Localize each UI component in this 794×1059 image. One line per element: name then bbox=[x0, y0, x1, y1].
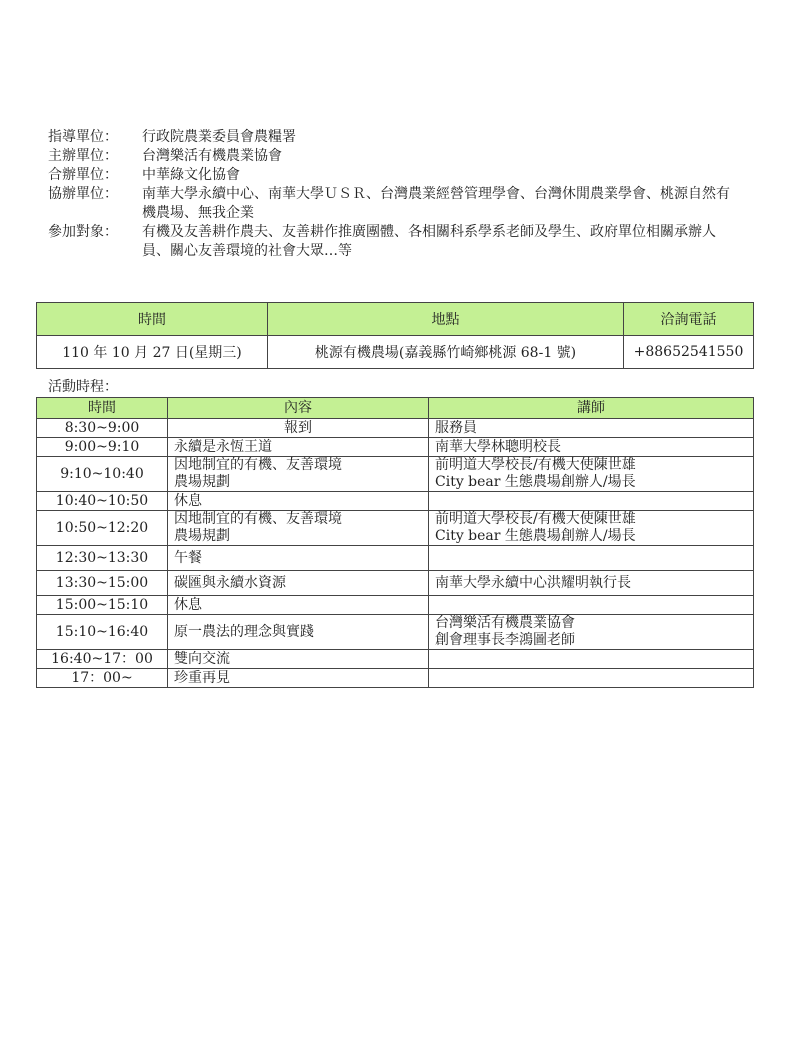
schedule-speaker bbox=[429, 669, 754, 688]
venue-row bbox=[37, 336, 754, 369]
venue-header-row bbox=[37, 303, 754, 336]
schedule-table bbox=[36, 397, 754, 688]
schedule-row bbox=[37, 492, 754, 511]
schedule-content bbox=[168, 546, 429, 571]
schedule-speaker bbox=[429, 438, 754, 457]
schedule-time: 17：00~ bbox=[37, 669, 168, 688]
schedule-content bbox=[168, 669, 429, 688]
schedule-content-line: 因地制宜的有機、友善環境 bbox=[174, 511, 342, 527]
schedule-speaker bbox=[429, 419, 754, 438]
info-value: 行政院農業委員會農糧署 bbox=[142, 129, 296, 145]
schedule-title: 活動時程： bbox=[48, 379, 118, 395]
info-label: 主辦單位： bbox=[48, 148, 118, 164]
venue-header-time: 時間 bbox=[37, 303, 268, 336]
schedule-row bbox=[37, 546, 754, 571]
schedule-speaker bbox=[429, 511, 754, 546]
schedule-content bbox=[168, 438, 429, 457]
info-value: 台灣樂活有機農業協會 bbox=[142, 148, 282, 164]
schedule-time: 15:10~16:40 bbox=[37, 615, 168, 650]
schedule-speaker bbox=[429, 546, 754, 571]
schedule-content bbox=[168, 457, 429, 492]
venue-header-location: 地點 bbox=[268, 303, 624, 336]
organizer-info bbox=[48, 128, 742, 261]
venue-header-phone: 洽詢電話 bbox=[624, 303, 754, 336]
schedule-speaker bbox=[429, 615, 754, 650]
schedule-header-row bbox=[37, 398, 754, 419]
schedule-speaker-line: 服務員 bbox=[435, 419, 477, 436]
info-label: 指導單位： bbox=[48, 129, 118, 145]
info-label: 協辦單位： bbox=[48, 186, 118, 202]
schedule-time: 15:00~15:10 bbox=[37, 596, 168, 615]
schedule-content-line: 原一農法的理念與實踐 bbox=[174, 623, 314, 640]
schedule-content-line: 雙向交流 bbox=[174, 650, 230, 667]
schedule-speaker-line: 前明道大學校長/有機大使陳世雄 bbox=[435, 457, 636, 473]
info-value: 南華大學永續中心、南華大學ＵＳＲ、台灣農業經營管理學會、台灣休閒農業學會、桃源自然有機農場、無我企業 bbox=[142, 186, 730, 221]
schedule-content-line: 農場規劃 bbox=[174, 528, 230, 544]
schedule-content-line: 農場規劃 bbox=[174, 474, 230, 490]
schedule-row bbox=[37, 571, 754, 596]
info-row bbox=[48, 128, 742, 147]
schedule-speaker bbox=[429, 457, 754, 492]
schedule-content-line: 午餐 bbox=[174, 549, 202, 566]
schedule-header-time: 時間 bbox=[37, 398, 168, 419]
venue-date: 110 年 10 月 27 日(星期三) bbox=[37, 336, 268, 369]
info-value: 中華綠文化協會 bbox=[142, 167, 240, 183]
schedule-content bbox=[168, 615, 429, 650]
schedule-speaker bbox=[429, 571, 754, 596]
schedule-content bbox=[168, 596, 429, 615]
schedule-header-content: 內容 bbox=[168, 398, 429, 419]
schedule-time: 8:30~9:00 bbox=[37, 419, 168, 438]
schedule-row bbox=[37, 650, 754, 669]
schedule-row bbox=[37, 615, 754, 650]
schedule-speaker-line: 台灣樂活有機農業協會 bbox=[435, 615, 575, 631]
schedule-content-line: 永續是永恆王道 bbox=[174, 438, 272, 455]
schedule-header-speaker: 講師 bbox=[429, 398, 754, 419]
schedule-speaker-line: 南華大學永續中心洪耀明執行長 bbox=[435, 574, 631, 591]
schedule-content-line: 報到 bbox=[284, 419, 312, 436]
schedule-content bbox=[168, 650, 429, 669]
info-row bbox=[48, 147, 742, 166]
schedule-body bbox=[37, 419, 754, 688]
info-value: 有機及友善耕作農夫、友善耕作推廣團體、各相關科系學系老師及學生、政府單位相關承辦人員、關心友善環境的社會大眾…等 bbox=[142, 224, 716, 259]
schedule-speaker bbox=[429, 596, 754, 615]
venue-table bbox=[36, 302, 754, 369]
schedule-speaker-line: 前明道大學校長/有機大使陳世雄 bbox=[435, 511, 636, 527]
schedule-time: 9:10~10:40 bbox=[37, 457, 168, 492]
schedule-row bbox=[37, 419, 754, 438]
schedule-content bbox=[168, 419, 429, 438]
schedule-speaker-line: 創會理事長李鴻圖老師 bbox=[435, 632, 575, 648]
schedule-time: 16:40~17：00 bbox=[37, 650, 168, 669]
schedule-content-line: 珍重再見 bbox=[174, 669, 230, 686]
schedule-speaker bbox=[429, 650, 754, 669]
schedule-row bbox=[37, 669, 754, 688]
venue-location: 桃源有機農場(嘉義縣竹崎鄉桃源 68-1 號) bbox=[268, 336, 624, 369]
schedule-content bbox=[168, 492, 429, 511]
schedule-content bbox=[168, 571, 429, 596]
info-row bbox=[48, 223, 742, 261]
schedule-content-line: 休息 bbox=[174, 596, 202, 613]
info-label: 參加對象： bbox=[48, 224, 118, 240]
schedule-content-line: 碳匯與永續水資源 bbox=[174, 574, 286, 591]
schedule-content-line: 因地制宜的有機、友善環境 bbox=[174, 457, 342, 473]
schedule-time: 13:30~15:00 bbox=[37, 571, 168, 596]
schedule-content-line: 休息 bbox=[174, 492, 202, 509]
venue-phone: +88652541550 bbox=[624, 336, 754, 369]
schedule-speaker-line: City bear 生態農場創辦人/場長 bbox=[435, 528, 636, 544]
schedule-time: 10:50~12:20 bbox=[37, 511, 168, 546]
schedule-content bbox=[168, 511, 429, 546]
schedule-row bbox=[37, 438, 754, 457]
schedule-speaker-line: City bear 生態農場創辦人/場長 bbox=[435, 474, 636, 490]
schedule-row bbox=[37, 457, 754, 492]
schedule-time: 12:30~13:30 bbox=[37, 546, 168, 571]
info-label: 合辦單位： bbox=[48, 167, 118, 183]
schedule-time: 10:40~10:50 bbox=[37, 492, 168, 511]
schedule-row bbox=[37, 596, 754, 615]
schedule-row bbox=[37, 511, 754, 546]
schedule-speaker bbox=[429, 492, 754, 511]
schedule-time: 9:00~9:10 bbox=[37, 438, 168, 457]
info-row bbox=[48, 185, 742, 223]
info-row bbox=[48, 166, 742, 185]
schedule-speaker-line: 南華大學林聰明校長 bbox=[435, 438, 561, 455]
